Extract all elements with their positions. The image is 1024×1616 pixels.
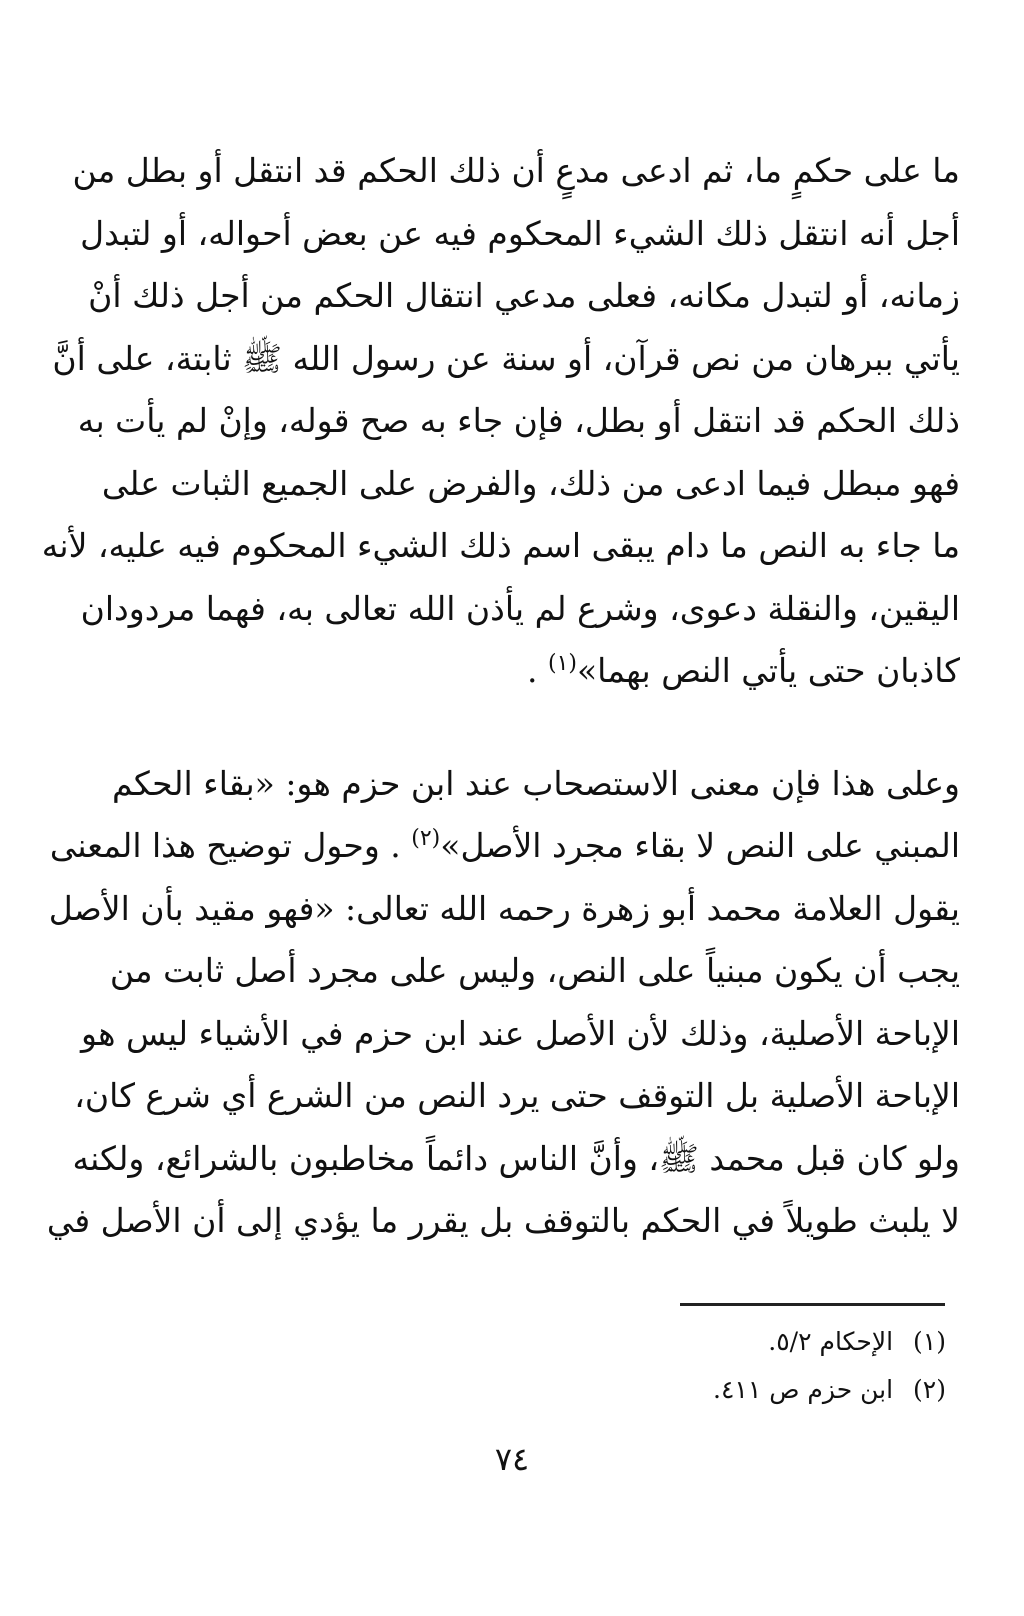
text-line: اليقين، والنقلة دعوى، وشرع لم يأذن الله تعالى به، فهما مردودان xyxy=(80,588,960,628)
text-line: أجل أنه انتقل ذلك الشيء المحكوم فيه عن بعض أحواله، أو لتبدل xyxy=(80,213,960,253)
text-line: الإباحة الأصلية، وذلك لأن الأصل عند ابن حزم في الأشياء ليس هو xyxy=(81,1013,960,1053)
quote-end-text: كاذبان حتى يأتي النص بهما» xyxy=(576,651,960,690)
text-line: ذلك الحكم قد انتقل أو بطل، فإن جاء به صح قوله، وإنْ لم يأت به xyxy=(77,401,960,440)
text-line: فهو مبطل فيما ادعى من ذلك، والفرض على الجميع الثبات على xyxy=(101,463,960,503)
footnote-text: الإحكام ٥/٢. xyxy=(768,1327,894,1356)
text-line: يأتي ببرهان من نص قرآن، أو سنة عن رسول الله ﷺ ثابتة، على أنَّ xyxy=(52,338,960,378)
line-continuation: . وحول توضيح هذا المعنى xyxy=(49,826,401,865)
text-line: الإباحة الأصلية بل التوقف حتى يرد النص من الشرع أي شرع كان، xyxy=(74,1076,960,1115)
paragraph-2 xyxy=(46,753,960,1253)
footnote-text: ابن حزم ص ٤١١. xyxy=(713,1375,894,1404)
footnote-ref-2[interactable]: (٢) xyxy=(411,826,441,851)
text-line: وعلى هذا فإن معنى الاستصحاب عند ابن حزم هو: «بقاء الحكم xyxy=(111,763,960,803)
page-number: ٧٤ xyxy=(494,1440,530,1478)
text-line: ما على حكمٍ ما، ثم ادعى مدعٍ أن ذلك الحكم قد انتقل أو بطل من xyxy=(72,151,960,190)
footnote-1 xyxy=(713,1318,946,1366)
text-line: يجب أن يكون مبنياً على النص، وليس على مجرد أصل ثابت من xyxy=(109,951,960,990)
footnote-number: (٢) xyxy=(913,1375,946,1404)
footnote-number: (١) xyxy=(913,1327,946,1356)
main-text xyxy=(41,140,960,1253)
text-line-last xyxy=(60,640,960,703)
footnote-divider xyxy=(680,1303,945,1306)
footnote-ref-1[interactable]: (١) xyxy=(547,651,577,676)
text-line: لا يلبث طويلاً في الحكم بالتوقف بل يقرر ما يؤدي إلى أن الأصل في xyxy=(46,1201,960,1240)
text-line: يقول العلامة محمد أبو زهرة رحمه الله تعالى: «فهو مقيد بأن الأصل xyxy=(48,888,960,928)
quote-end-text: المبني على النص لا بقاء مجرد الأصل» xyxy=(440,826,960,865)
footnotes-section xyxy=(713,1318,946,1414)
text-line: ولو كان قبل محمد ﷺ، وأنَّ الناس دائماً مخاطبون بالشرائع، ولكنه xyxy=(72,1138,960,1178)
paragraph-1 xyxy=(41,140,960,703)
text-line: زمانه، أو لتبدل مكانه، فعلى مدعي انتقال الحكم من أجل ذلك أنْ xyxy=(88,276,960,315)
text-line-with-ref xyxy=(49,815,960,878)
footnote-2 xyxy=(713,1366,946,1414)
sentence-end: . xyxy=(526,651,548,690)
text-line: ما جاء به النص ما دام يبقى اسم ذلك الشيء المحكوم فيه عليه، لأنه xyxy=(41,526,960,565)
